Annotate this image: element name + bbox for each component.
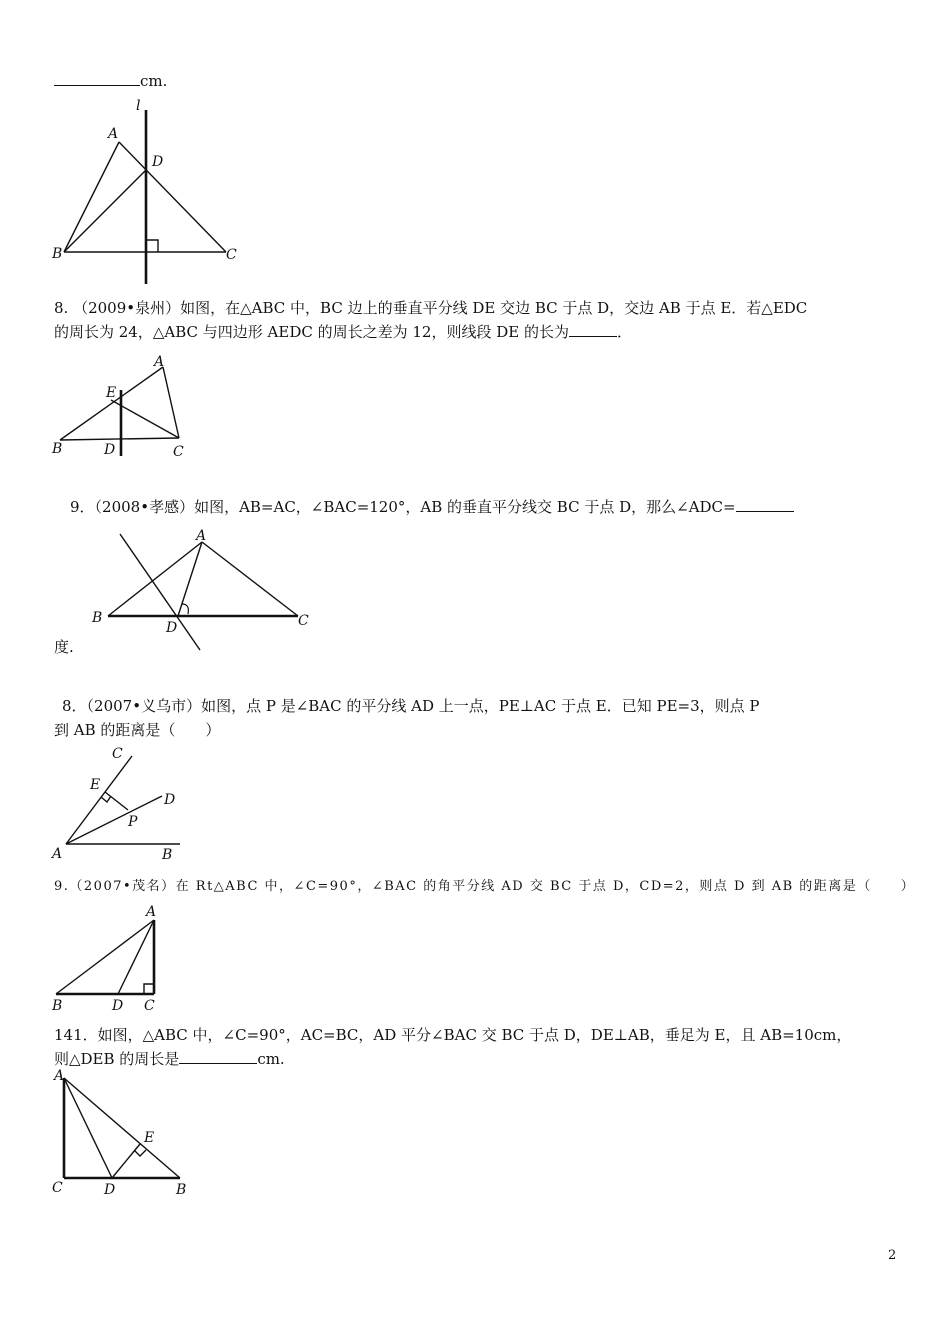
page-number: 2	[888, 1248, 897, 1263]
answer-blank	[736, 497, 794, 512]
segment-ac	[163, 367, 179, 438]
question-8-2007-line2: 到 AB 的距离是（ ）	[54, 721, 221, 739]
label-c: C	[298, 613, 309, 629]
question-9-2007-line1: 9.（2007•茂名）在 Rt△ABC 中，∠C=90°，∠BAC 的角平分线 AD 交 BC 于点 D，CD=2，则点 D 到 AB 的距离是（ ）	[54, 879, 916, 894]
question-141-line1: 141．如图，△ABC 中，∠C=90°，AC=BC，AD 平分∠BAC 交 BC 于点 D，DE⊥AB，垂足为 E，且 AB=10cm，	[54, 1026, 852, 1044]
figure-perpendicular-bisector-1	[48, 96, 258, 292]
label-c: C	[144, 998, 155, 1014]
question-text: 则△DEB 的周长是	[54, 1050, 180, 1068]
question-9-2008-line1	[70, 496, 794, 518]
figure-isosceles-120	[86, 524, 326, 654]
question-8-2009-line1: 8. （2009•泉州）如图，在△ABC 中，BC 边上的垂直平分线 DE 交边 BC 于点 D，交边 AB 于点 E．若△EDC	[54, 299, 808, 317]
segment-ba	[108, 542, 202, 616]
label-d: D	[104, 1182, 116, 1198]
figure-angle-bisector	[48, 744, 198, 866]
label-a: A	[196, 528, 207, 544]
ray-ad	[66, 796, 162, 844]
question-9-2008-line2: 度.	[54, 638, 74, 656]
label-d: D	[164, 792, 176, 808]
right-angle-mark	[134, 1150, 146, 1156]
right-angle-mark	[146, 240, 158, 252]
right-angle-mark	[144, 984, 154, 994]
label-b: B	[52, 246, 63, 262]
label-a: A	[154, 354, 165, 370]
label-a: A	[108, 126, 119, 142]
label-a: A	[146, 904, 157, 920]
label-c: C	[226, 247, 237, 263]
answer-blank	[54, 71, 140, 86]
label-a: A	[54, 1068, 65, 1084]
right-angle-mark	[101, 796, 111, 802]
label-e: E	[90, 777, 101, 793]
segment-ac	[119, 142, 226, 252]
label-c: C	[52, 1180, 63, 1196]
figure-right-triangle-bisector	[48, 900, 178, 1016]
label-a: A	[52, 846, 63, 862]
label-c: C	[112, 746, 123, 762]
segment-ad	[118, 920, 154, 994]
angle-arc	[182, 604, 188, 614]
label-c: C	[173, 444, 184, 460]
answer-blank	[569, 322, 617, 337]
label-p: P	[128, 814, 138, 830]
segment-ac	[202, 542, 298, 616]
segment-ba	[60, 367, 163, 440]
segment-ad	[64, 1078, 112, 1178]
question-text: cm.	[257, 1050, 285, 1068]
figure-isosceles-right-triangle	[48, 1066, 208, 1202]
answer-line-top	[54, 70, 167, 92]
label-b: B	[162, 847, 173, 863]
segment-ab	[64, 1078, 180, 1178]
segment-bd	[64, 170, 146, 252]
label-b: B	[52, 441, 63, 457]
question-text: 9．（2008•孝感）如图，AB=AC，∠BAC=120°，AB 的垂直平分线交 BC 于点 D，那么∠ADC=	[70, 498, 736, 516]
label-l: l	[136, 98, 141, 114]
segment-ab	[64, 142, 119, 252]
question-8-2009-line2	[54, 321, 632, 343]
label-d: D	[104, 442, 116, 458]
label-b: B	[92, 610, 103, 626]
question-text: ．	[616, 323, 632, 341]
question-8-2007-line1: 8．（2007•义乌市）如图，点 P 是∠BAC 的平分线 AD 上一点，PE⊥AC 于点 E．已知 PE=3，则点 P	[62, 697, 760, 715]
label-d: D	[112, 998, 124, 1014]
perpendicular-bisector	[120, 534, 200, 650]
segment-bc	[60, 438, 179, 440]
label-b: B	[52, 998, 63, 1014]
label-b: B	[176, 1182, 187, 1198]
segment-ba	[56, 920, 154, 994]
label-e: E	[106, 385, 117, 401]
label-e: E	[144, 1130, 155, 1146]
segment-ad	[178, 542, 202, 616]
ray-ac	[66, 756, 132, 844]
label-d: D	[152, 154, 164, 170]
answer-blank	[179, 1049, 257, 1064]
label-d: D	[166, 620, 178, 636]
figure-perpendicular-bisector-2	[48, 350, 208, 462]
question-text: 的周长为 24，△ABC 与四边形 AEDC 的周长之差为 12，则线段 DE 的长为	[54, 323, 569, 341]
unit-text: cm.	[140, 72, 168, 90]
segment-de	[112, 1144, 140, 1178]
